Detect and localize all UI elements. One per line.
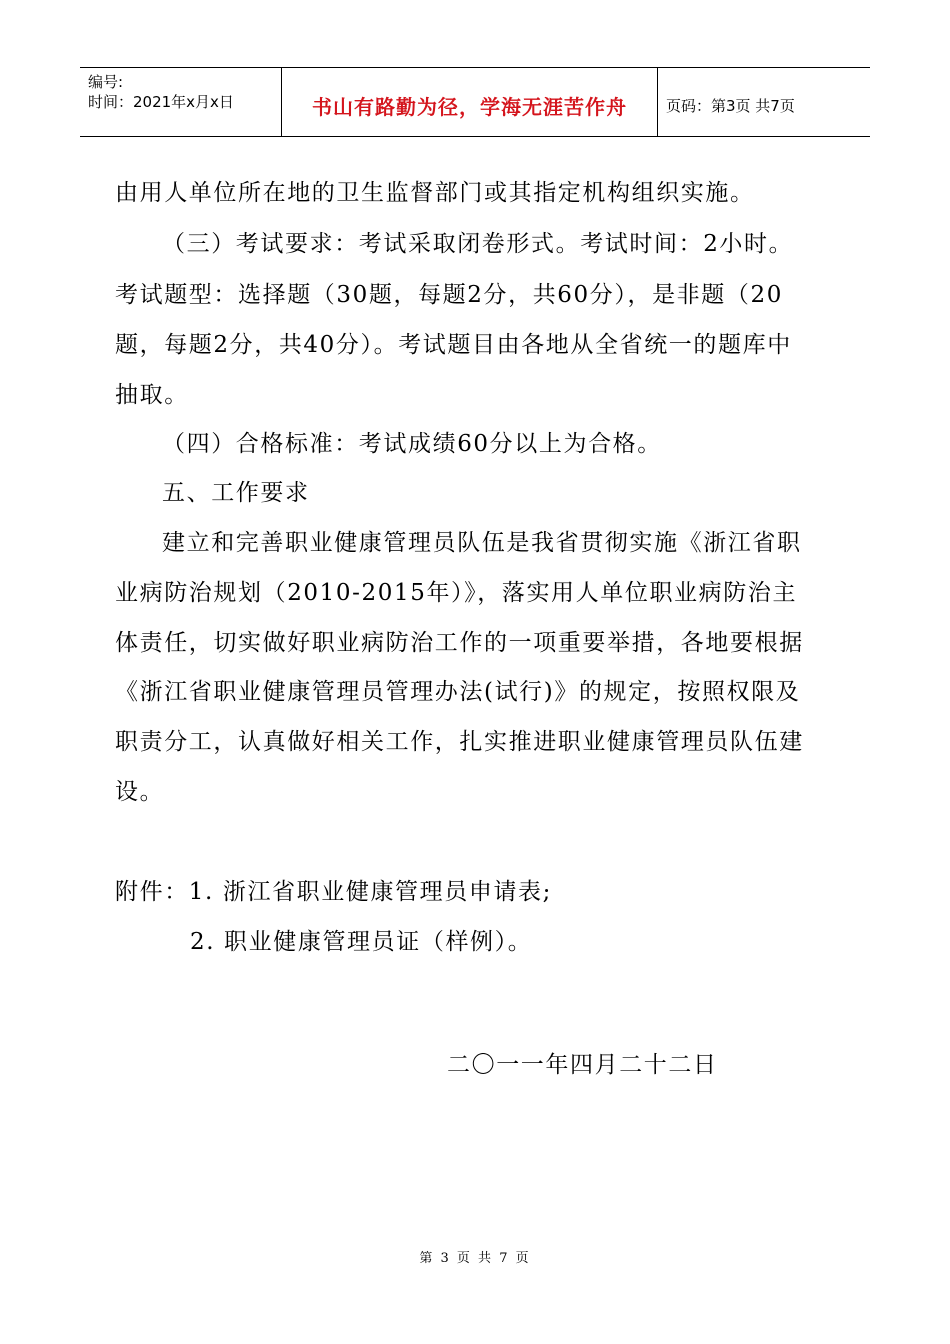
section-heading: 五、工作要求 — [162, 480, 310, 506]
paragraph-line: 抽取。 — [115, 382, 189, 408]
paragraph-line: 由用人单位所在地的卫生监督部门或其指定机构组织实施。 — [115, 180, 755, 206]
document-header — [80, 67, 870, 137]
attachment-line: 附件：1. 浙江省职业健康管理员申请表; — [115, 879, 553, 905]
attachment-line: 2. 职业健康管理员证（样例）。 — [190, 929, 533, 955]
document-number-label: 编号: — [88, 73, 124, 91]
paragraph-line: 《浙江省职业健康管理员管理办法(试行)》的规定，按照权限及 — [115, 679, 801, 705]
paragraph-line: 业病防治规划（2010-2015年）》，落实用人单位职业病防治主 — [115, 580, 798, 606]
paragraph-line: 考试题型：选择题（30题，每题2分，共60分），是非题（20 — [115, 282, 783, 308]
paragraph-line: 职责分工，认真做好相关工作，扎实推进职业健康管理员队伍建 — [115, 729, 804, 755]
page-footer: 第 3 页 共 7 页 — [419, 1251, 531, 1266]
signature-date: 二〇一一年四月二十二日 — [447, 1052, 718, 1078]
paragraph-line: （四）合格标准：考试成绩60分以上为合格。 — [162, 431, 662, 457]
paragraph-line: 建立和完善职业健康管理员队伍是我省贯彻实施《浙江省职 — [162, 530, 802, 556]
paragraph-line: 体责任，切实做好职业病防治工作的一项重要举措，各地要根据 — [115, 630, 804, 656]
paragraph-line: 设。 — [115, 779, 165, 805]
document-date: 时间：2021年x月x日 — [88, 93, 234, 111]
header-meta — [80, 68, 282, 136]
paragraph-line: 题，每题2分，共40分）。考试题目由各地从全省统一的题库中 — [115, 332, 792, 358]
header-page-info: 页码：第3页 共7页 — [666, 96, 795, 115]
header-motto: 书山有路勤为径，学海无涯苦作舟 — [282, 68, 658, 136]
paragraph-line: （三）考试要求：考试采取闭卷形式。考试时间：2小时。 — [162, 231, 794, 257]
